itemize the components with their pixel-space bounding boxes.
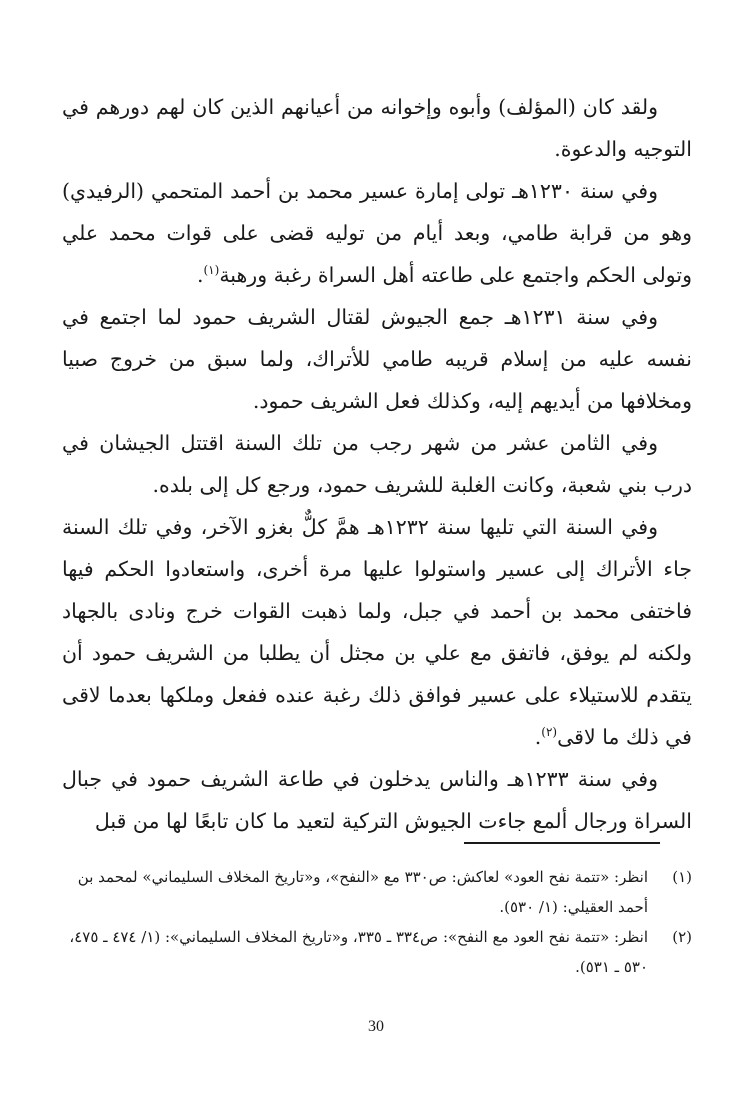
footnote-number: (١) bbox=[672, 868, 692, 886]
footnote-separator bbox=[464, 842, 660, 844]
paragraph-4: وفي الثامن عشر من شهر رجب من تلك السنة اقتتل الجيشان في درب بني شعبة، وكانت الغلبة للشريف حمود، ورجع كل إلى بلده. bbox=[62, 431, 692, 497]
footnote-ref-1[interactable]: (١) bbox=[203, 263, 220, 278]
paragraph-6: وفي سنة ١٢٣٣هـ والناس يدخلون في طاعة الشريف حمود في جبال السراة ورجال ألمع جاءت الجيوش التركية لتعيد ما كان تابعًا لها من قبل bbox=[62, 767, 692, 833]
paragraph-2-text: وفي سنة ١٢٣٠هـ تولى إمارة عسير محمد بن أحمد المتحمي (الرفيدي) وهو من قرابة طامي، وبعد أيام من توليه قضى على قوات محمد علي وتولى الحكم واجتمع على طاعته أهل السراة رغبة ورهبة bbox=[62, 179, 692, 287]
footnotes bbox=[62, 862, 692, 982]
paragraph-2: وفي سنة ١٢٣٠هـ تولى إمارة عسير محمد بن أحمد المتحمي (الرفيدي) وهو من قرابة طامي، وبعد أيام من توليه قضى على قوات محمد علي وتولى الحكم واجتمع على طاعته أهل السراة رغبة ورهبة$^{(١)}$. bbox=[62, 179, 692, 287]
paragraph-5: وفي السنة التي تليها سنة ١٢٣٢هـ همَّ كلٌّ بغزو الآخر، وفي تلك السنة جاء الأتراك إلى عسير واستولوا عليها مرة أخرى، واستعادوا الحكم فيها فاختفى محمد بن أحمد في جبل، ولما ذهبت القوات خرج ونادى بالجهاد ولكنه لم يوفق، فاتفق مع علي بن مجثل أن يطلبا من الشريف حمود أن يتقدم للاستيلاء على عسير فوافق ذلك رغبة عنده ففعل وملكها بعدما لاقى في ذلك ما لاقى$^{(٢)}$. bbox=[62, 515, 692, 749]
footnote-text: انظر: «تتمة نفح العود» لعاكش: ص٣٣٠ مع «النفح»، و«تاريخ المخلاف السليماني» لمحمد بن أحمد العقيلي: (١/ ٥٣٠). bbox=[77, 868, 648, 916]
footnote-number: (٢) bbox=[672, 928, 692, 946]
paragraph-1: ولقد كان (المؤلف) وأبوه وإخوانه من أعيانهم الذين كان لهم دورهم في التوجيه والدعوة. bbox=[62, 95, 692, 161]
footnote-2 bbox=[62, 922, 692, 982]
main-text bbox=[62, 86, 692, 842]
page-number: 30 bbox=[368, 1018, 384, 1035]
footnote-1 bbox=[62, 862, 692, 922]
footnote-text: انظر: «تتمة نفح العود مع النفح»: ص٣٣٤ ـ ٣٣٥، و«تاريخ المخلاف السليماني»: (١/ ٤٧٤ ـ ٤٧٥، ٥٣٠ ـ ٥٣١). bbox=[69, 928, 648, 976]
paragraph-3: وفي سنة ١٢٣١هـ جمع الجيوش لقتال الشريف حمود لما اجتمع في نفسه عليه من إسلام قريبه طامي للأتراك، ولما سبق من خروج صبيا ومخلافها من أيديهم إليه، وكذلك فعل الشريف حمود. bbox=[62, 305, 692, 413]
paragraph-5-text: وفي السنة التي تليها سنة ١٢٣٢هـ همَّ كلٌّ بغزو الآخر، وفي تلك السنة جاء الأتراك إلى عسير واستولوا عليها مرة أخرى، واستعادوا الحكم فيها فاختفى محمد بن أحمد في جبل، ولما ذهبت القوات خرج ونادى بالجهاد ولكنه لم يوفق، فاتفق مع علي بن مجثل أن يطلبا من الشريف حمود أن يتقدم للاستيلاء على عسير فوافق ذلك رغبة عنده ففعل وملكها بعدما لاقى في ذلك ما لاقى bbox=[62, 515, 692, 749]
footnote-ref-2[interactable]: (٢) bbox=[541, 725, 558, 740]
